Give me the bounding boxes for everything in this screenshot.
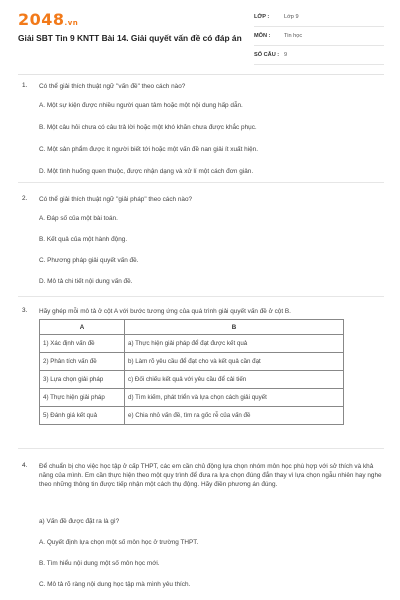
table-header-row (40, 320, 344, 335)
cell-b: d) Tìm kiếm, phát triển và lựa chọn cách giải quyết (125, 389, 344, 407)
question-number: 2. (22, 195, 28, 202)
answer-option[interactable]: B. Tìm hiểu nội dung một số môn học mới. (39, 560, 160, 567)
column-header-b: B (125, 320, 344, 335)
page-header (0, 0, 400, 70)
question-divider (18, 182, 384, 183)
meta-row-count (254, 50, 384, 65)
meta-label: MÔN : (254, 33, 271, 39)
matching-table (39, 319, 344, 425)
answer-option[interactable]: C. Một sản phẩm được ít người biết tới hoặc một vấn đề nan giải ít xuất hiện. (39, 146, 258, 153)
table-row (40, 353, 344, 371)
meta-value: Tin học (284, 33, 303, 39)
cell-b: a) Thực hiện giải pháp để đạt được kết quả (125, 335, 344, 353)
table-row (40, 335, 344, 353)
question-text: Có thể giải thích thuật ngữ "giải pháp" theo cách nào? (39, 196, 193, 203)
question-divider (18, 296, 384, 297)
table-row (40, 389, 344, 407)
cell-b: b) Làm rõ yêu cầu để đạt cho và kết quả cần đạt (125, 353, 344, 371)
meta-row-class (254, 12, 384, 27)
meta-label: SỐ CÂU : (254, 52, 280, 58)
question-number: 4. (22, 462, 28, 469)
question-text: Hãy ghép mỗi mô tả ở cột A với bước tương ứng của quá trình giải quyết vấn đề ở cột B. (39, 308, 291, 315)
document-title: Giải SBT Tin 9 KNTT Bài 14. Giải quyết vấn đề có đáp án (18, 33, 242, 43)
cell-a: 3) Lựa chọn giải pháp (40, 371, 125, 389)
site-logo[interactable] (18, 10, 78, 29)
table-row (40, 407, 344, 425)
answer-option[interactable]: A. Một sự kiện được nhiều người quan tâm hoặc một nội dung hấp dẫn. (39, 102, 243, 109)
answer-option[interactable]: C. Mô tả rõ ràng nội dung học tập mà mình yêu thích. (39, 581, 191, 588)
cell-b: e) Chia nhỏ vấn đề, tìm ra gốc rễ của vấn đề (125, 407, 344, 425)
cell-b: c) Đối chiếu kết quả với yêu cầu để cải tiến (125, 371, 344, 389)
answer-option[interactable]: B. Một câu hỏi chưa có câu trả lời hoặc một khó khăn chưa được khắc phục. (39, 124, 257, 131)
question-number: 1. (22, 82, 28, 89)
answer-option[interactable]: D. Mô tả chi tiết nội dung vấn đề. (39, 278, 133, 285)
logo-suffix: .vn (64, 19, 79, 27)
meta-value: Lớp 9 (284, 14, 299, 20)
meta-panel (254, 12, 384, 69)
meta-label: LỚP : (254, 14, 270, 20)
question-divider (18, 448, 384, 449)
question-text: Có thể giải thích thuật ngữ "vấn đề" theo cách nào? (39, 83, 186, 90)
answer-option[interactable]: B. Kết quả của một hành động. (39, 236, 128, 243)
cell-a: 4) Thực hiện giải pháp (40, 389, 125, 407)
answer-option[interactable]: A. Quyết định lựa chọn một số môn học ở trường THPT. (39, 539, 199, 546)
table-row (40, 371, 344, 389)
column-header-a: A (40, 320, 125, 335)
answer-option[interactable]: D. Một tình huống quen thuộc, được nhận dạng và xử lí một cách đơn giản. (39, 168, 254, 175)
answer-option[interactable]: C. Phương pháp giải quyết vấn đề. (39, 257, 139, 264)
cell-a: 5) Đánh giá kết quả (40, 407, 125, 425)
meta-row-subject (254, 31, 384, 46)
cell-a: 1) Xác định vấn đề (40, 335, 125, 353)
header-divider (18, 74, 384, 75)
answer-option[interactable]: A. Đáp số của một bài toán. (39, 215, 118, 222)
question-text: Để chuẩn bị cho việc học tập ở cấp THPT, các em cần chủ động lựa chọn nhóm môn học phù hợp với sở thích và khả năng của mình. Em cần thực hiện theo một quy trình để đưa ra lựa chọn đúng đắn thay vì lựa chọn ngẫu nhiên hay nghe theo những thông tin được tiếp nhận một cách thụ động. Hãy điền phương án đúng. (39, 463, 382, 489)
sub-question: a) Vấn đề được đặt ra là gì? (39, 518, 120, 525)
cell-a: 2) Phân tích vấn đề (40, 353, 125, 371)
logo-text: 2048 (18, 10, 65, 29)
meta-value: 9 (284, 52, 288, 58)
question-number: 3. (22, 307, 28, 314)
